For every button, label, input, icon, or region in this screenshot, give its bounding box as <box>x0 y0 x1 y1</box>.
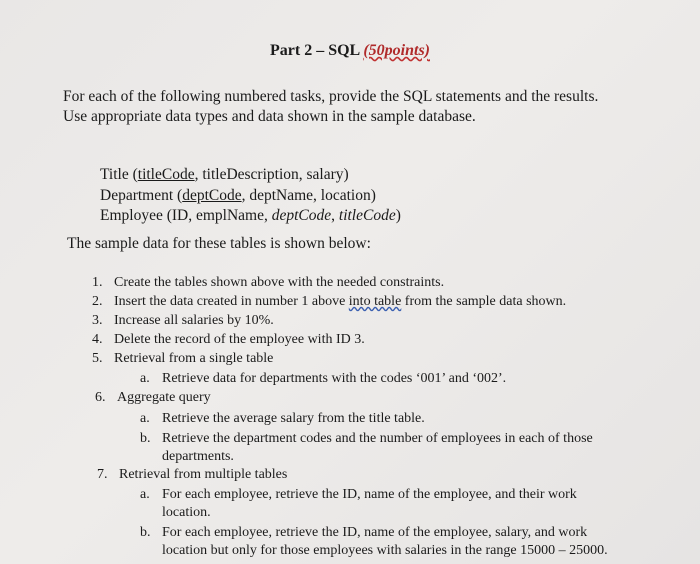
task-7a: a. For each employee, retrieve the ID, name of the employee, and their work <box>140 487 577 502</box>
task-7a-line-2: location. <box>162 505 211 520</box>
task-7b: b. For each employee, retrieve the ID, name of the employee, salary, and work <box>140 525 588 540</box>
task-6b: b. Retrieve the department codes and the number of employees in each of those <box>140 431 593 446</box>
instructions <box>63 87 663 127</box>
instructions-line-2: Use appropriate data types and data shown in the sample database. <box>63 108 476 125</box>
task-5a: a. Retrieve data for departments with the codes ‘001’ and ‘002’. <box>140 371 507 386</box>
task-1: 1. Create the tables shown above with the needed constraints. <box>92 275 445 290</box>
task-5: 5. Retrieval from a single table <box>92 351 274 366</box>
task-4: 4. Delete the record of the employee with ID 3. <box>92 332 365 347</box>
title-points: (50points) <box>363 42 430 59</box>
sample-note: The sample data for these tables is shown below: <box>67 235 371 252</box>
task-6a: a. Retrieve the average salary from the title table. <box>140 411 425 426</box>
page-title <box>0 42 700 60</box>
schema-employee: Employee (ID, emplName, deptCode, titleCode) <box>100 207 401 224</box>
schema-list <box>100 165 401 227</box>
schema-department: Department (deptCode, deptName, location) <box>100 186 376 204</box>
task-7b-line-2: location but only for those employees with salaries in the range 15000 – 25000. <box>162 543 608 558</box>
task-7: 7. Retrieval from multiple tables <box>97 467 288 482</box>
task-6: 6. Aggregate query <box>95 390 211 405</box>
instructions-line-1: For each of the following numbered tasks, provide the SQL statements and the results. <box>63 88 599 105</box>
title-main: Part 2 – SQL <box>269 42 364 59</box>
task-2: 2. Insert the data created in number 1 above into table from the sample data shown. <box>92 294 567 309</box>
task-3: 3. Increase all salaries by 10%. <box>92 313 274 328</box>
schema-title: Title (titleCode, titleDescription, salary) <box>100 166 349 183</box>
task-6b-line-2: departments. <box>162 449 234 464</box>
